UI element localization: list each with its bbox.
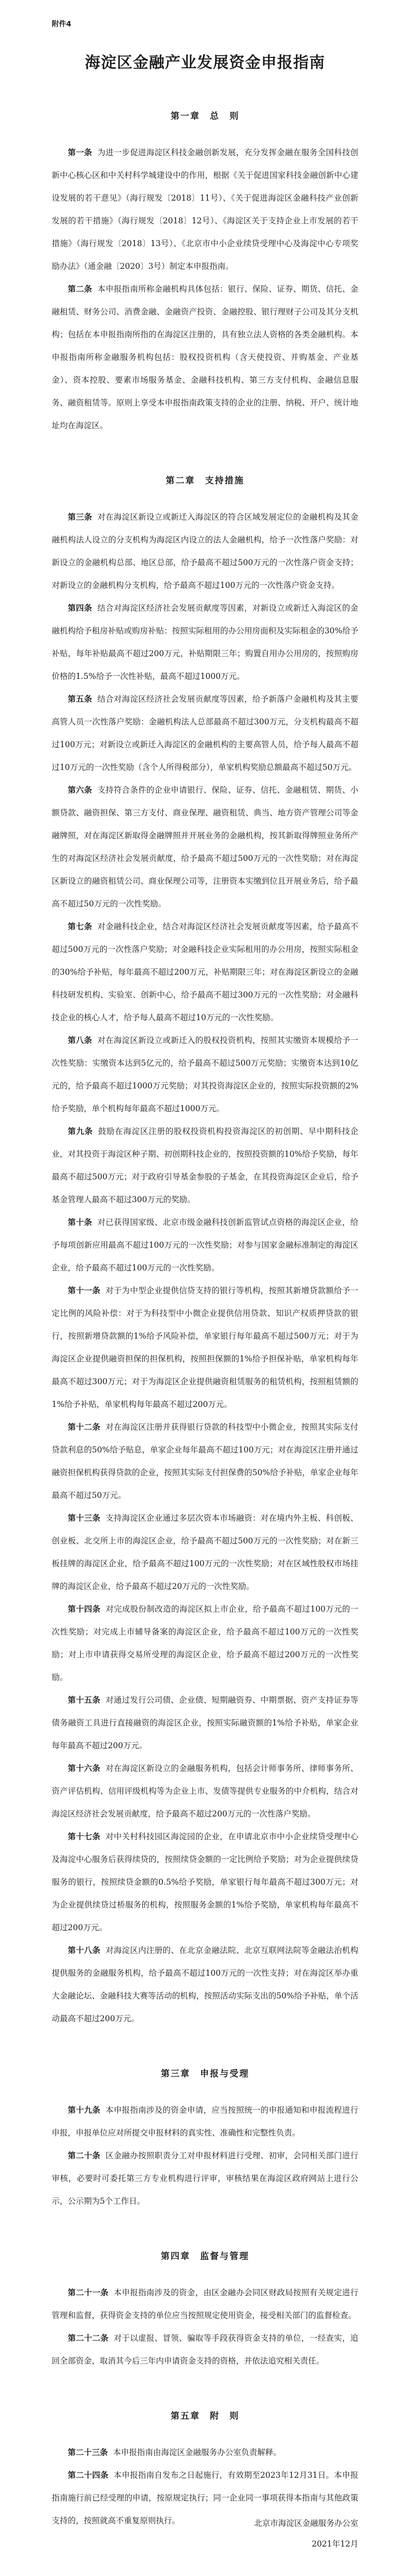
- article-number: 第一条: [68, 148, 93, 157]
- chapters-container: [52, 109, 358, 2532]
- article-paragraph: [52, 2281, 358, 2327]
- article-text: 区金融办按照职责分工对申报材料进行受理、初审，会同相关部门进行审核，必要时可委托第三方专业机构进行评审，审核结果在海淀区政府网站上进行公示，公示期为5个工作日。: [52, 2151, 358, 2206]
- chapter-heading: 第三章 申报与受理: [161, 2069, 249, 2079]
- article-number: 第十二条: [68, 1422, 101, 1432]
- chapter-section: [52, 473, 358, 2030]
- attachment-label: 附件4: [52, 20, 71, 28]
- article-number: 第十九条: [68, 2105, 101, 2115]
- article-number: 第八条: [68, 1036, 93, 1045]
- article-number: 第九条: [68, 1127, 93, 1136]
- article-text: 为进一步促进海淀区科技金融创新发展，充分发挥金融在服务全国科技创新中心核心区和中关村科学城建设中的作用，根据《关于促进国家科技金融创新中心建设发展的若干意见》（海行规发〔2018〕11号）、《关于促进海淀区金融科技产业创新发展的若干措施》（海行规发〔2018〕12号）、《海淀区关于支持企业上市发展的若干措施》（海行规发〔2018〕13号）、《北京市中小企业续贷受理中心及海淀中心专项奖励办法》（通金融〔2020〕3号）制定本申报指南。: [52, 148, 358, 271]
- article-text: 对在海淀区注册并获得银行贷款的科技型中小微企业，按照其实际支付贷款利息的50%给予贴息，单家企业每年最高不超过100万元；对在海淀区注册并通过融资担保机构获得贷款的企业，按照其实际支付担保费的50%给予补贴，单家企业每年最高不超过50万元。: [52, 1422, 358, 1500]
- signature-block: [254, 2513, 358, 2554]
- article-number: 第二十四条: [68, 2471, 109, 2480]
- article-number: 第三条: [68, 512, 93, 522]
- article-paragraph: [52, 2144, 358, 2213]
- article-text: 对已获得国家级、北京市级金融科技创新监管试点资格的海淀区企业，给予每项创新应用最高不超过100万元的一次性奖励；对参与国家金融标准制定的海淀区企业，给予最高不超过100万元的一次性奖励。: [52, 1218, 358, 1272]
- article-paragraph: [52, 1825, 358, 1939]
- article-paragraph: [52, 1279, 358, 1416]
- article-paragraph: [52, 1598, 358, 1689]
- article-paragraph: [52, 141, 358, 278]
- article-text: 对金融科技企业，结合对海淀区经济社会发展贡献度等因素，给予最高不超过500万元的一次性落户奖励；对金融科技企业实际租用的办公用房，按照实际租金的30%给予补贴，每年最高不超过200万元，补贴期限三年；对在海淀区新设立的金融科技研发机构、实验室、创新中心，给予最高不超过300万元的一次性奖励；对金融科技企业的核心人才，给予每人最高不超过10万元的一次性奖励。: [52, 922, 358, 1022]
- article-paragraph: [52, 506, 358, 597]
- article-paragraph: [52, 1507, 358, 1598]
- article-number: 第十条: [68, 1218, 93, 1227]
- article-paragraph: [52, 2327, 358, 2372]
- article-paragraph: [52, 278, 358, 437]
- article-number: 第十一条: [68, 1286, 101, 1295]
- article-paragraph: [52, 779, 358, 915]
- article-paragraph: [52, 688, 358, 779]
- chapter-heading: 第一章 总 则: [171, 111, 239, 122]
- article-text: 对海淀区内注册的、在北京金融法院、北京互联网法院等金融法治机构提供服务的金融服务机构，给予最高不超过100万元的一次性支持；对在海淀区举办重大金融论坛、金融科技大赛等活动的机构，按照活动实际支出的50%给予补贴，单个活动最高不超过200万元。: [52, 1946, 358, 2023]
- article-text: 本申报指南所称金融机构具体包括：银行、保险、证券、期货、信托、金融租赁、财务公司、消费金融、金融资产投资、金融控股、银行理财子公司及其分支机构；包括在本申报指南所指的在海淀区注册的，具有独立法人资格的各类金融机构。本申报指南所称金融服务机构包括：股权投资机构（含天使投资、并购基金、产业基金）、资本控股、要素市场服务基金、金融科技机构、第三方支付机构、金融信息服务、融资租赁等。原则上享受本申报指南政策支持的企业的注册、纳税、开户、统计地址均在海淀区。: [52, 284, 358, 430]
- article-text: 结合对海淀区经济社会发展贡献度等因素，给予新落户金融机构及其主要高管人员一次性落户奖励：金融机构法人总部最高不超过300万元，分支机构最高不超过100万元；对新设立或新迁入海淀区的金融机构的主要高管人员，给予每人最高不超过10万元的一次性奖励（含个人所得税部分），单家机构奖励总额最高不超过50万元。: [52, 694, 358, 772]
- article-text: 对通过发行公司债、企业债、短期融资券、中期票据、资产支持证券等债务融资工具进行直接融资的海淀区企业，按照实际融资额的1%给予补贴，单家企业每年最高不超过200万元。: [52, 1695, 358, 1750]
- article-text: 对在海淀区新设立的金融服务机构，包括会计师事务所、律师事务所、资产评估机构、信用评级机构等为企业上市、发债等提供专业服务的中介机构，结合对海淀区经济社会发展贡献度，给予最高不超过200万元的一次性落户奖励。: [52, 1764, 358, 1819]
- article-text: 对于以虚报、冒领、骗取等手段获得资金支持的单位，一经查实，追回全部资金，取消其今后三年内申请资金支持的资格，并依法追究相关责任。: [52, 2333, 358, 2366]
- article-number: 第十八条: [68, 1946, 101, 1955]
- document-title: 海淀区金融产业发展资金申报指南: [85, 54, 325, 72]
- article-text: 对于为中型企业提供信贷支持的银行等机构，按照其新增贷款额给予一定比例的风险补偿：对于为科技型中小微企业提供信用贷款、知识产权质押贷款的银行，按照新增贷款额的1%给予风险补偿，单家银行每年最高不超过500万元；对于为海淀区企业提供融资担保的担保机构，按照担保额的1%给予担保补贴，单家机构每年最高不超过300万元；对于为海淀区企业提供融资租赁服务的租赁机构，按照租赁额的1%给予补贴，单家机构每年最高不超过200万元。: [52, 1286, 358, 1409]
- article-text: 本申报指南涉及的资金申请，应当按照统一的申报通知和申报流程进行申报，申报单位应对所提交申报材料的真实性、准确性和完整性负责。: [52, 2105, 358, 2138]
- article-number: 第二十二条: [68, 2333, 109, 2343]
- article-text: 对完成股份制改造的海淀区拟上市企业，给予最高不超过100万元的一次性奖励；对完成上市辅导备案的海淀区企业，给予最高不超过100万元的一次性奖励；对上市申请获得交易所受理的海淀区企业，给予最高不超过200万元的一次性奖励。: [52, 1604, 358, 1682]
- article-number: 第二十一条: [68, 2288, 109, 2297]
- chapter-heading: 第五章 附 则: [171, 2411, 239, 2421]
- signature-date: 2021年12月: [311, 2539, 358, 2549]
- article-text: 本申报指南涉及的资金，由区金融办会同区财政局按照有关规定进行管理和监督，获得资金支持的单位应当按照规定使用资金，接受相关部门的监督检查。: [52, 2288, 358, 2320]
- chapter-heading: 第二章 支持措施: [165, 476, 245, 486]
- article-text: 鼓励在海淀区注册的股权投资机构投资海淀区的初创期、早中期科技企业，对其投资于海淀区种子期、初创期科技企业的，按照投资额的10%给予奖励，每年最高不超过500万元；对于政府引导基金参股的子基金，在其投资海淀区企业后，给予基金管理人最高不超过300万元的奖励。: [52, 1127, 358, 1204]
- article-text: 对在海淀区新设立或新迁入海淀区的符合区域发展定位的金融机构及其金融机构法人设立的分支机构为海淀区内设立的法人金融机构，给予一次性落户奖励：对新设立的金融机构总部、地区总部，给予最高不超过500万元的一次性落户资金支持；对新设立的金融机构分支机构，给予最高不超过100万元的一次性落户资金支持。: [52, 512, 358, 590]
- article-number: 第五条: [68, 694, 93, 704]
- article-number: 第十三条: [68, 1513, 101, 1523]
- article-paragraph: [52, 2441, 358, 2464]
- article-text: 对在海淀区新设立或新迁入的股权投资机构，按照其实缴资本规模给予一次性奖励：实缴资本达到5亿元的，给予最高不超过500万元奖励；实缴资本达到10亿元的，给予最高不超过1000万元奖励；对其投资海淀区企业的，按照实际投资额的2%给予奖励，单个机构每年最高不超过1000万元。: [52, 1036, 358, 1113]
- article-text: 支持符合条件的企业申请银行、保险、证券、信托、金融租赁、期货、小额贷款、融资担保、第三方支付、商业保理、融资租赁、典当、地方资产管理公司等金融牌照，对在海淀区新取得金融牌照并开展业务的金融机构，按其新取得牌照业务所产生的对海淀区经济社会发展贡献度，给予最高不超过500万元的一次性奖励；对在海淀区新设立的融资租赁公司、商业保理公司等，注册资本实缴到位且开展业务后，给予最高不超过50万元的一次性奖励。: [52, 785, 358, 908]
- article-text: 对中关村科技园区海淀园的企业，在申请北京市中小企业续贷受理中心及海淀中心服务后获得续贷的，按照续贷金额的一定比例给予奖励；对为企业提供续贷服务的银行，按照续贷金额的0.5%给予奖励，单家银行每年最高不超过300万元；对为企业提供续贷过桥服务的机构，按照服务金额的1%给予奖励，单家机构每年最高不超过200万元。: [52, 1832, 358, 1932]
- article-number: 第十七条: [68, 1832, 101, 1841]
- article-number: 第十六条: [68, 1764, 101, 1773]
- chapter-heading: 第四章 监督与管理: [161, 2251, 249, 2262]
- article-paragraph: [52, 2099, 358, 2144]
- article-number: 第二十三条: [68, 2448, 108, 2457]
- article-number: 第十五条: [68, 1695, 101, 1705]
- article-number: 第二条: [68, 284, 93, 294]
- article-paragraph: [52, 1211, 358, 1279]
- article-paragraph: [52, 1120, 358, 1211]
- chapter-section: [52, 109, 358, 437]
- article-text: 本申报指南由海淀区金融服务办公室负责解释。: [113, 2448, 282, 2457]
- article-text: 支持海淀区企业通过多层次资本市场融资：对在境内外主板、科创板、创业板、北交所上市的海淀区企业，给予最高不超过500万元的一次性奖励；对在新三板挂牌的海淀区企业，给予最高不超过100万元的一次性奖励；对在区域性股权市场挂牌的海淀区企业，给予最高不超过20万元的一次性奖励。: [52, 1513, 358, 1591]
- article-paragraph: [52, 1689, 358, 1757]
- article-paragraph: [52, 1757, 358, 1825]
- article-text: 本申报指南自发布之日起施行，有效期至2023年12月31日。本申报指南施行前已经受理的申请，按原规定执行；同一企业同一事项获得本指南与其他政策支持的，按照就高不重复原则执行。: [52, 2471, 358, 2525]
- article-paragraph: [52, 597, 358, 688]
- signature-organization: 北京市海淀区金融服务办公室: [254, 2519, 358, 2528]
- article-paragraph: [52, 1939, 358, 2030]
- article-paragraph: [52, 1029, 358, 1120]
- chapter-section: [52, 2249, 358, 2372]
- article-paragraph: [52, 1416, 358, 1507]
- article-number: 第十四条: [68, 1604, 101, 1614]
- article-text: 结合对海淀区经济社会发展贡献度等因素，对新设立或新迁入海淀区的金融机构给予租房补贴或购房补贴：按照实际租用的办公用房面积及实际租金的30%给予补贴，每年补贴最高不超过200万元，补贴期限三年；购置自用办公用房的，按照购房价格的1.5%给予一次性补贴，最高不超过1000万元。: [52, 603, 358, 681]
- article-number: 第四条: [68, 603, 93, 613]
- article-number: 第七条: [68, 922, 93, 931]
- article-number: 第六条: [68, 785, 93, 795]
- article-number: 第二十条: [68, 2151, 101, 2160]
- chapter-section: [52, 2066, 358, 2213]
- article-paragraph: [52, 915, 358, 1029]
